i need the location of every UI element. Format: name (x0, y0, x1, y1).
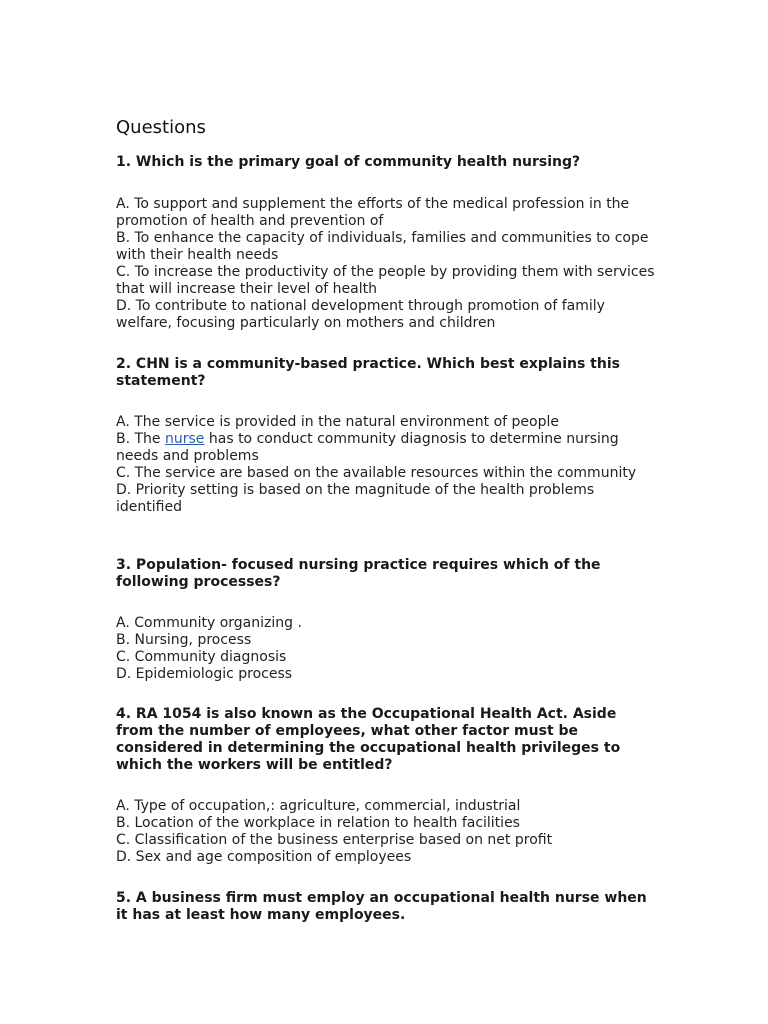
option-2b-prefix: B. The (116, 431, 165, 447)
question-2: 2. CHN is a community-based practice. Which best explains this statement? (116, 356, 620, 389)
question-4: 4. RA 1054 is also known as the Occupational Health Act. Aside from the number of employees, what other factor must be considered in determining the occupational health privileges to which the workers will be entitled? (116, 706, 621, 773)
option-1d: D. To contribute to national development through promotion of family welfare, focusing particularly on mothers and children (116, 298, 605, 331)
option-1c: C. To increase the productivity of the people by providing them with services that will increase their level of health (116, 264, 655, 297)
question-5: 5. A business firm must employ an occupational health nurse when it has at least how many employees. (116, 890, 647, 923)
page-title: Questions (116, 117, 206, 138)
option-3c: C. Community diagnosis (116, 649, 287, 665)
option-2a: A. The service is provided in the natural environment of people (116, 414, 560, 430)
option-1a: A. To support and supplement the efforts of the medical profession in the promotion of health and prevention of (116, 196, 630, 229)
question-3-options (116, 615, 656, 683)
option-2b (116, 431, 656, 465)
option-3a: A. Community organizing . (116, 615, 302, 631)
option-4a: A. Type of occupation,: agriculture, commercial, industrial (116, 798, 521, 814)
option-3d: D. Epidemiologic process (116, 666, 293, 682)
option-3b: B. Nursing, process (116, 632, 252, 648)
question-2-options (116, 414, 656, 516)
option-4c: C. Classification of the business enterprise based on net profit (116, 832, 553, 848)
option-2d: D. Priority setting is based on the magnitude of the health problems identified (116, 482, 595, 515)
question-1: 1. Which is the primary goal of community health nursing? (116, 154, 581, 170)
question-1-options (116, 196, 656, 332)
option-2c: C. The service are based on the available resources within the community (116, 465, 637, 481)
question-3: 3. Population- focused nursing practice requires which of the following processes? (116, 557, 601, 590)
option-1b: B. To enhance the capacity of individuals, families and communities to cope with their health needs (116, 230, 649, 263)
option-2b-suffix: has to conduct community diagnosis to determine nursing needs and problems (116, 431, 619, 464)
option-4b: B. Location of the workplace in relation to health facilities (116, 815, 520, 831)
nurse-link[interactable]: nurse (165, 431, 205, 447)
option-4d: D. Sex and age composition of employees (116, 849, 412, 865)
question-4-options (116, 798, 656, 866)
